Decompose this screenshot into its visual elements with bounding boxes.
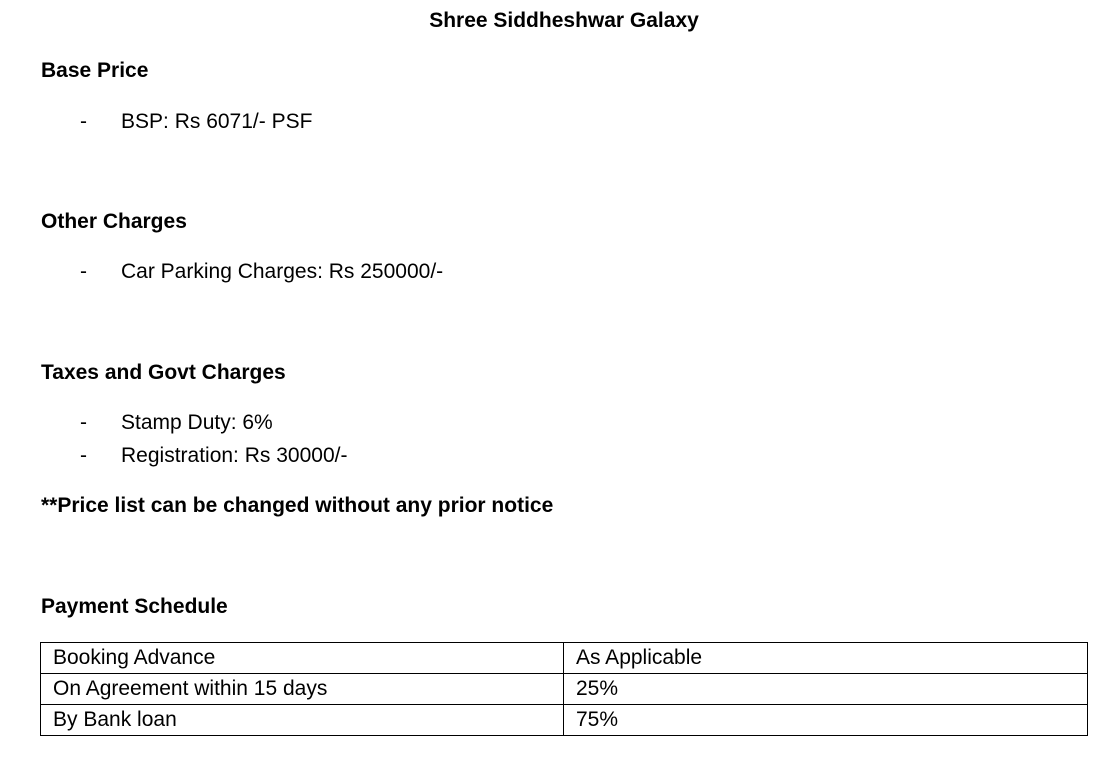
other-charges-heading: Other Charges <box>41 210 187 233</box>
amount-cell: 25% <box>564 674 1088 705</box>
amount-cell: As Applicable <box>564 643 1088 674</box>
taxes-heading: Taxes and Govt Charges <box>41 361 286 384</box>
bullet-dash: - <box>80 110 87 133</box>
price-change-note: **Price list can be changed without any prior notice <box>41 494 554 517</box>
table-row <box>41 705 1088 736</box>
other-charges-item <box>80 259 443 285</box>
taxes-item <box>80 443 347 469</box>
taxes-item <box>80 410 273 436</box>
stage-cell: By Bank loan <box>41 705 564 736</box>
amount-cell: 75% <box>564 705 1088 736</box>
table-row <box>41 674 1088 705</box>
document-title: Shree Siddheshwar Galaxy <box>429 9 699 32</box>
payment-schedule-table <box>40 642 1088 736</box>
bsp-text: BSP: Rs 6071/- PSF <box>121 110 313 133</box>
bullet-dash: - <box>80 444 87 467</box>
car-parking-text: Car Parking Charges: Rs 250000/- <box>121 260 444 283</box>
payment-schedule-heading: Payment Schedule <box>41 595 228 618</box>
stage-cell: Booking Advance <box>41 643 564 674</box>
base-price-item <box>80 109 312 135</box>
table-row <box>41 643 1088 674</box>
stage-cell: On Agreement within 15 days <box>41 674 564 705</box>
base-price-heading: Base Price <box>41 59 149 82</box>
bullet-dash: - <box>80 411 87 434</box>
stamp-duty-text: Stamp Duty: 6% <box>121 411 273 434</box>
bullet-dash: - <box>80 260 87 283</box>
registration-text: Registration: Rs 30000/- <box>121 444 348 467</box>
